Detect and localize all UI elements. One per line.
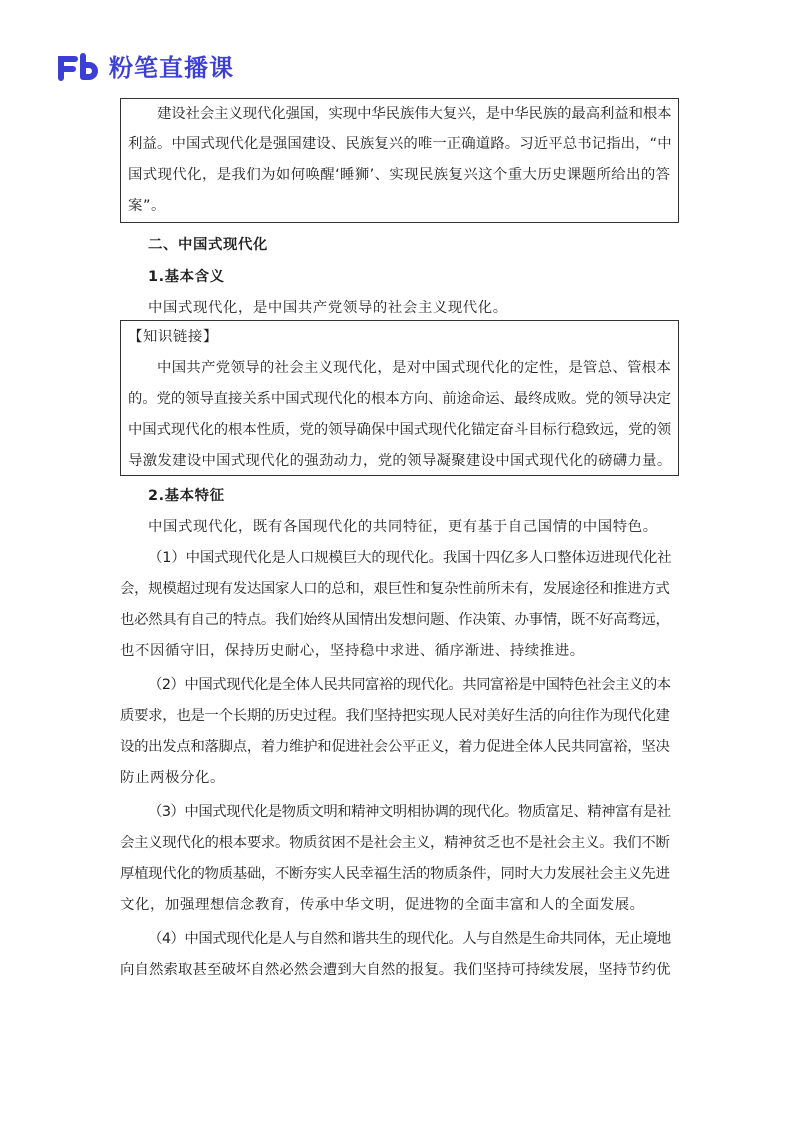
brand-name: 粉笔直播课 [109,54,234,82]
subsection-title-meaning: 1.基本含义 [148,269,225,285]
paragraph-line: 设的出发点和落脚点，着力维护和促进社会公平正义，着力促进全体人民共同富裕，坚决 [120,739,670,755]
knowledge-line: 的。党的领导直接关系中国式现代化的根本方向、前途命运、最终成败。党的领导决定 [128,391,672,407]
paragraph-line: 防止两极分化。 [120,770,225,786]
paragraph-line: 会主义现代化的根本要求。物质贫困不是社会主义，精神贫乏也不是社会主义。我们不断 [120,835,670,851]
section-title: 二、中国式现代化 [148,237,268,253]
paragraph-line: （3）中国式现代化是物质文明和精神文明相协调的现代化。物质富足、精神富有是社 [148,804,671,820]
quote-line: 利益。中国式现代化是强国建设、民族复兴的唯一正确道路。习近平总书记指出，“中 [128,136,672,152]
paragraph-line: 也必然具有自己的特点。我们始终从国情出发想问题、作决策、办事情，既不好高骛远， [120,612,670,628]
paragraph-line: （4）中国式现代化是人与自然和谐共生的现代化。人与自然是生命共同体，无止境地 [148,931,671,947]
subsection-title-features: 2.基本特征 [148,488,225,504]
quote-line: 国式现代化，是我们为如何唤醒‘睡狮’、实现民族复兴这个重大历史课题所给出的答 [128,167,671,183]
quote-line: 建设社会主义现代化强国，实现中华民族伟大复兴，是中华民族的最高利益和根本 [157,106,672,122]
paragraph-line: 也不因循守旧，保持历史耐心，坚持稳中求进、循序渐进、持续推进。 [120,643,585,659]
paragraph-line: 会，规模超过现有发达国家人口的总和，艰巨性和复杂性前所未有，发展途径和推进方式 [120,581,670,597]
meaning-text: 中国式现代化，是中国共产党领导的社会主义现代化。 [148,300,508,316]
features-intro: 中国式现代化，既有各国现代化的共同特征，更有基于自己国情的中国特色。 [148,519,658,535]
brand-logo [55,52,234,84]
paragraph-line: 质要求，也是一个长期的历史过程。我们坚持把实现人民对美好生活的向往作为现代化建 [120,708,670,724]
fenbi-logo-icon [55,53,99,83]
paragraph-line: （1）中国式现代化是人口规模巨大的现代化。我国十四亿多人口整体迈进现代化社 [148,550,672,566]
paragraph-line: 向自然索取甚至破坏自然必然会遭到大自然的报复。我们坚持可持续发展，坚持节约优 [120,962,671,978]
quote-line: 案”。 [128,198,167,214]
knowledge-line: 导激发建设中国式现代化的强劲动力，党的领导凝聚建设中国式现代化的磅礴力量。 [128,453,672,469]
paragraph-line: 厚植现代化的物质基础，不断夯实人民幸福生活的物质条件，同时大力发展社会主义先进 [120,866,670,882]
knowledge-link-label: 【知识链接】 [128,329,218,345]
knowledge-line: 中国共产党领导的社会主义现代化，是对中国式现代化的定性，是管总、管根本 [157,360,672,376]
paragraph-line: 文化，加强理想信念教育，传承中华文明，促进物的全面丰富和人的全面发展。 [120,897,645,913]
paragraph-line: （2）中国式现代化是全体人民共同富裕的现代化。共同富裕是中国特色社会主义的本 [148,677,671,693]
knowledge-line: 中国式现代化的根本性质，党的领导确保中国式现代化锚定奋斗目标行稳致远，党的领 [128,422,672,438]
